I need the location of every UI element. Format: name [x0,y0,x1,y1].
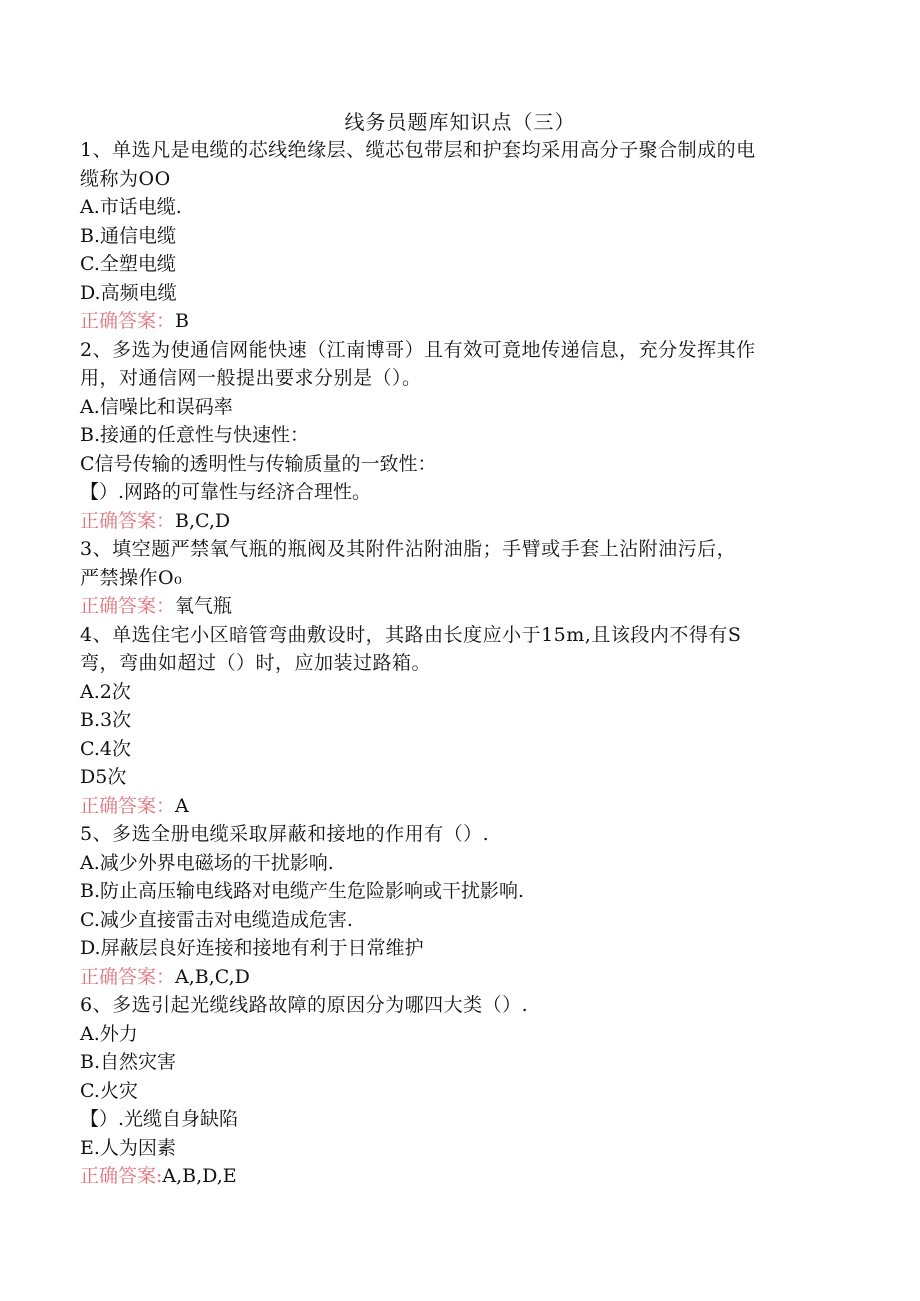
question-2-line-1: 2、多选为使通信网能快速（江南博哥）且有效可竟地传递信息，充分发挥其作 [80,338,756,361]
question-6-option-d: 【）.光缆自身缺陷 [80,1108,239,1130]
question-6-answer [80,1162,840,1191]
question-5-answer [80,963,840,992]
question-2-option-a: A.信噪比和误码率 [80,395,233,418]
question-2-option-b: B.接通的任意性与快速性： [80,424,310,446]
question-6-option-b: B.自然灾害 [80,1051,177,1073]
question-3-line-1: 3、填空题严禁氧气瓶的瓶阀及其附件沾附油脂；手臂或手套上沾附油污后， [80,538,737,560]
question-3-line-2: 严禁操作O₀ [80,566,183,589]
question-4-option-d: D5次 [80,766,127,788]
question-1-option-b: B.通信电缆 [80,224,177,247]
question-5-option-d: D.屏蔽层良好连接和接地有利于日常维护 [80,937,424,959]
question-3 [80,535,840,621]
question-1-option-c: C.全塑电缆 [80,253,176,275]
document-page [80,108,840,1191]
answer-value: A [175,794,189,817]
question-1-answer [80,307,840,336]
question-3-answer [80,592,840,621]
answer-label: 正确答案： [80,794,176,817]
question-6-line-1: 6、多选引起光缆线路故障的原因分为哪四大类（）. [80,994,529,1016]
answer-value: B [175,310,189,332]
question-5-option-a: A.减少外界电磁场的干扰影响. [80,851,334,874]
question-5-line-1: 5、多选全册电缆采取屏蔽和接地的作用有（）. [80,823,490,845]
page-title: 线务员题库知识点（三） [344,110,576,134]
answer-value: B,C,D [175,509,231,532]
question-1-line-1: 1、单选凡是电缆的芯线绝缘层、缆芯包带层和护套均采用高分子聚合制成的电 [80,139,756,161]
question-1-line-2: 缆称为OO [80,167,171,190]
answer-value: A,B,D,E [162,1165,237,1187]
answer-label: 正确答案： [80,509,176,532]
answer-label: 正确答案: [80,1165,163,1187]
answer-value: 氧气瓶 [175,595,233,617]
question-1-option-d: D.高频电缆 [80,281,177,304]
question-6 [80,991,840,1191]
answer-label: 正确答案： [80,310,176,332]
question-2-line-2: 用，对通信网一般提出要求分别是（）。 [80,367,422,389]
question-1 [80,136,840,336]
question-2-option-d: 【）.网路的可靠性与经济合理性。 [80,481,372,503]
question-2-answer [80,507,840,536]
question-4 [80,621,840,821]
question-6-option-a: A.外力 [80,1022,138,1045]
answer-label: 正确答案： [80,965,176,988]
question-4-option-a: A.2次 [80,680,131,703]
question-4-option-c: C.4次 [80,737,131,760]
question-5-option-c: C.减少直接雷击对电缆造成危害. [80,908,353,931]
question-1-option-a: A.市话电缆. [80,196,182,218]
question-2 [80,336,840,536]
question-6-option-e: E.人为因素 [80,1136,176,1159]
question-4-line-1: 4、单选住宅小区暗管弯曲敷设时，其路由长度应小于15m,且该段内不得有S [80,623,742,646]
question-4-line-2: 弯，弯曲如超过（）时，应加装过路箱。 [80,652,432,674]
answer-value: A,B,C,D [175,965,250,988]
answer-label: 正确答案： [80,595,176,617]
question-5 [80,820,840,991]
question-4-answer [80,792,840,821]
question-2-option-c: C信号传输的透明性与传输质量的一致性： [80,452,437,475]
question-4-option-b: B.3次 [80,709,132,731]
question-5-option-b: B.防止高压输电线路对电缆产生危险影响或干扰影响. [80,880,525,902]
question-6-option-c: C.火灾 [80,1079,138,1102]
